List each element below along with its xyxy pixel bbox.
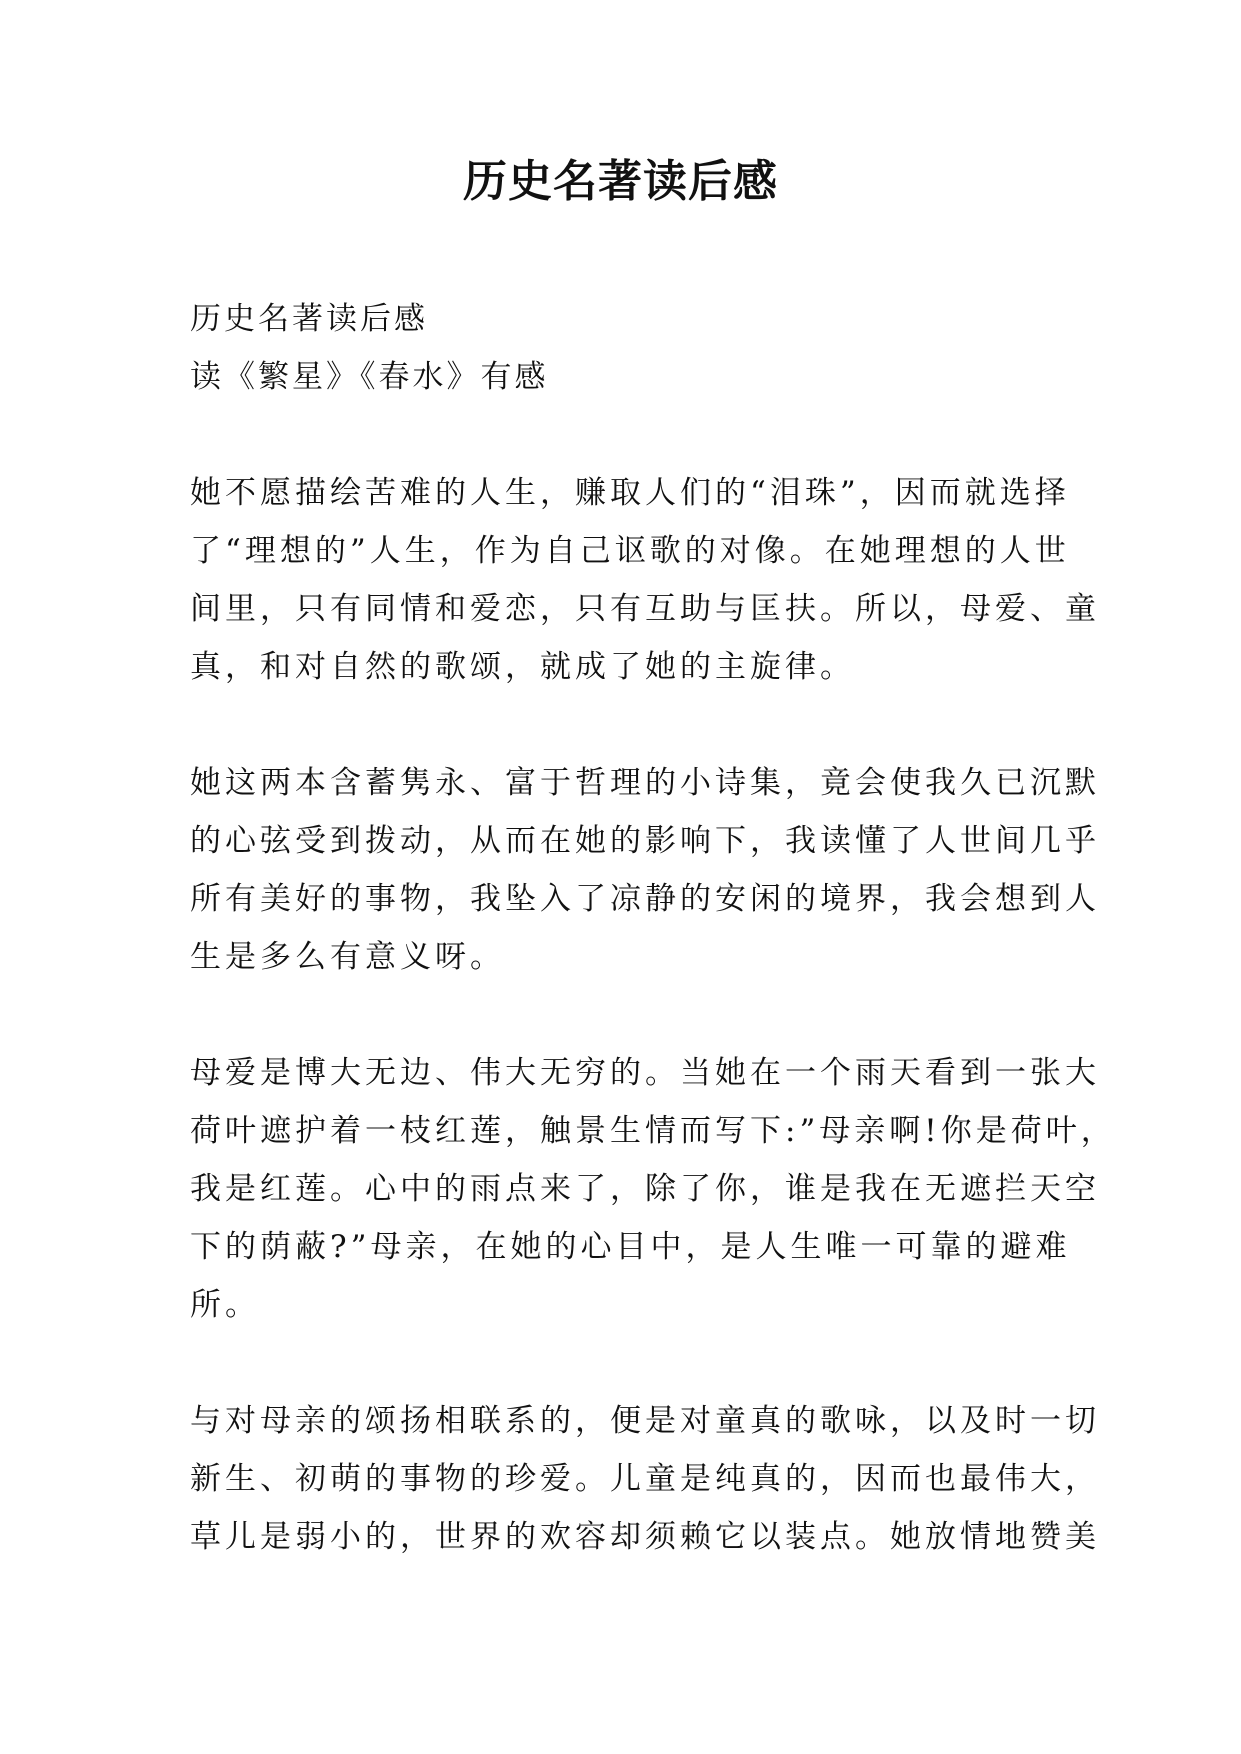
paragraph-line: 我是红莲。心中的雨点来了，除了你，谁是我在无遮拦天空 — [190, 1171, 1100, 1207]
paragraph-line: 真，和对自然的歌颂，就成了她的主旋律。 — [190, 649, 855, 685]
paragraph-line: 她不愿描绘苦难的人生，赚取人们的“泪珠”，因而就选择 — [190, 475, 1070, 511]
paragraph-line: 下的荫蔽?”母亲，在她的心目中，是人生唯一可靠的避难 — [190, 1229, 1071, 1265]
paragraph — [190, 464, 1100, 696]
paragraph — [190, 1044, 1116, 1334]
paragraph-line: 生是多么有意义呀。 — [190, 939, 505, 975]
paragraph-line: 了“理想的”人生，作为自己讴歌的对像。在她理想的人世 — [190, 533, 1070, 569]
document-title: 历史名著读后感 — [463, 156, 778, 207]
paragraph-line: 间里，只有同情和爱恋，只有互助与匡扶。所以，母爱、童 — [190, 591, 1100, 627]
subtitle-line: 读《繁星》《春水》有感 — [190, 359, 549, 395]
paragraph-line: 母爱是博大无边、伟大无穷的。当她在一个雨天看到一张大 — [190, 1055, 1100, 1091]
paragraph-line: 所。 — [190, 1287, 260, 1323]
subtitle-line: 历史名著读后感 — [190, 301, 428, 337]
paragraph-line: 与对母亲的颂扬相联系的，便是对童真的歌咏，以及时一切 — [190, 1403, 1100, 1439]
paragraph-line: 所有美好的事物，我坠入了凉静的安闲的境界，我会想到人 — [190, 881, 1100, 917]
paragraph-line: 的心弦受到拨动，从而在她的影响下，我读懂了人世间几乎 — [190, 823, 1100, 859]
paragraph — [190, 754, 1100, 986]
paragraph — [190, 1392, 1100, 1566]
document-body — [190, 290, 1116, 1566]
paragraph-line: 新生、初萌的事物的珍爱。儿童是纯真的，因而也最伟大， — [190, 1461, 1100, 1497]
subtitle-block — [190, 290, 1060, 406]
paragraph-line: 荷叶遮护着一枝红莲，触景生情而写下:”母亲啊!你是荷叶， — [190, 1113, 1116, 1149]
paragraph-line: 草儿是弱小的，世界的欢容却须赖它以装点。她放情地赞美 — [190, 1519, 1100, 1555]
paragraph-line: 她这两本含蓄隽永、富于哲理的小诗集，竟会使我久已沉默 — [190, 765, 1100, 801]
